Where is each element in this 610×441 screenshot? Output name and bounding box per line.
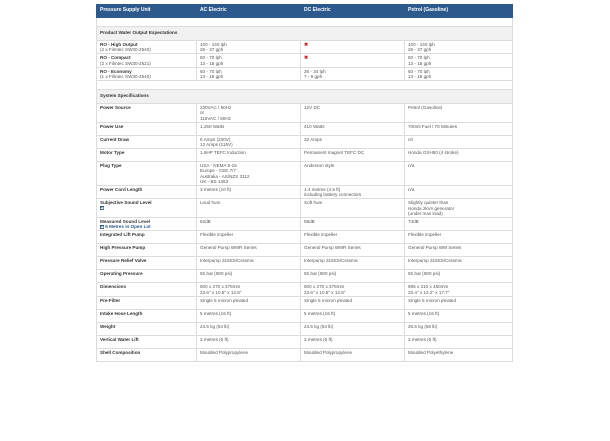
dc-value (301, 283, 405, 296)
ac-value-line: 50 - 70 lph (200, 68, 222, 74)
petrol-value-line: 23.4" x 12.2" x 17.7" (408, 289, 450, 295)
petrol-value (405, 309, 513, 322)
petrol-value-line: 50 - 70 lph (408, 55, 430, 61)
ac-value-line: 600 x 270 x 375mm (200, 284, 241, 290)
ac-value (197, 283, 301, 296)
petrol-value (405, 244, 513, 257)
petrol-value (405, 149, 513, 162)
dc-value-line: 2 metres (6 ft) (304, 336, 333, 342)
row-label-text: Power Use (100, 123, 124, 129)
petrol-value (405, 41, 513, 54)
table-row (97, 54, 513, 67)
row-label-sub: (1 x Filmtec SW30-2540) (100, 74, 151, 80)
row-label-text: Shell Composition (100, 349, 141, 355)
row-label-extra (100, 206, 193, 211)
petrol-value (405, 322, 513, 335)
ac-value-line: 62dB (200, 219, 211, 225)
ac-value-line: General Pump WMR Series (200, 245, 257, 251)
row-label-text: Pre-Filter (100, 297, 121, 303)
ac-value-line: 100 - 140 lph (200, 42, 227, 47)
ac-value-line: Single 5 micron pleated (200, 297, 249, 303)
table-row (97, 186, 513, 199)
dc-value (301, 257, 405, 270)
petrol-value-line: 50 - 70 lph (408, 68, 430, 74)
petrol-value-line: 100 - 140 lph (408, 42, 435, 47)
petrol-value-line: 13 - 18 gph (408, 60, 432, 66)
petrol-value (405, 283, 513, 296)
ac-value (197, 231, 301, 244)
table-row (97, 296, 513, 309)
row-label-text: Measured Sound Level (100, 219, 151, 225)
dc-value-line: 600 x 270 x 375mm (304, 284, 345, 290)
petrol-value (405, 135, 513, 148)
ac-value (197, 322, 301, 335)
petrol-value (405, 162, 513, 186)
table-row (97, 283, 513, 296)
ac-value-line: 13 - 18 gph (200, 60, 224, 66)
ac-value-line: 13 - 18 gph (200, 74, 224, 80)
petrol-value-line: Interpump 316SS/Ceramic (408, 258, 463, 264)
petrol-value-line: Petrol (Gasoline) (408, 105, 443, 111)
row-label-text: Operating Pressure (100, 271, 143, 277)
row-label (97, 257, 197, 270)
ac-value (197, 218, 301, 231)
dc-value (301, 270, 405, 283)
row-label (97, 244, 197, 257)
ac-value (197, 54, 301, 67)
dc-value-line: 55 bar (800 psi) (304, 271, 337, 277)
petrol-value-line: 595 x 310 x 450mm (408, 284, 449, 290)
dc-value (301, 218, 405, 231)
cross-icon: ✖ (304, 55, 309, 62)
petrol-value-line: 13 - 18 gph (408, 74, 432, 80)
dc-value-line: 26 - 34 lph (304, 68, 326, 74)
row-label-text: Weight (100, 323, 116, 329)
row-label-text: Plug Type (100, 163, 122, 169)
dc-value-line: 7 - 9 gph (304, 74, 323, 80)
dc-value-line: Anderson style (304, 163, 335, 169)
ac-value-line: 24.5 kg (54 lb) (200, 323, 230, 329)
table-row (97, 348, 513, 361)
petrol-value (405, 296, 513, 309)
petrol-value (405, 186, 513, 199)
petrol-value-line: 26.5 kg (58 lb) (408, 323, 438, 329)
dc-value (301, 335, 405, 348)
petrol-value-line: Moulded Polyethylene (408, 349, 454, 355)
row-label (97, 296, 197, 309)
table-row (97, 218, 513, 231)
row-label-text: Subjective Sound Level (100, 200, 152, 206)
row-label (97, 54, 197, 67)
petrol-value (405, 67, 513, 80)
dc-value (301, 231, 405, 244)
dc-value-line: 410 Watts (304, 123, 325, 129)
ac-value-line: 55 bar (800 psi) (200, 271, 233, 277)
ac-value-line: 2 metres (6 ft) (200, 336, 229, 342)
table-row (97, 162, 513, 186)
petrol-value-line: Flexible impeller (408, 232, 442, 238)
dc-value (301, 322, 405, 335)
dc-value-line: 12V DC (304, 105, 321, 111)
ac-value-line: USA - NEMA 5-15 (200, 163, 237, 169)
table-row (97, 322, 513, 335)
dc-value (301, 41, 405, 54)
ac-value (197, 186, 301, 199)
table-row (97, 199, 513, 218)
ac-value-line: Flexible impeller (200, 232, 234, 238)
header-dc: DC Electric (301, 5, 405, 18)
dc-value-line: Interpump 316SS/Ceramic (304, 258, 359, 264)
sound-icon[interactable]: ◀) (100, 225, 104, 230)
table-row (97, 257, 513, 270)
dc-value (301, 348, 405, 361)
row-label-text: RO - Economy (100, 68, 132, 74)
ac-value-line: Interpump 316SS/Ceramic (200, 258, 255, 264)
ac-value-line: 12 Amps (115V) (200, 142, 233, 148)
petrol-value-line: Honda 2kVA generator (408, 205, 455, 211)
row-label (97, 270, 197, 283)
table-row (97, 67, 513, 80)
row-label-text: Current Draw (100, 136, 130, 142)
petrol-value-line: nil (408, 136, 413, 142)
row-label (97, 231, 197, 244)
ac-value (197, 257, 301, 270)
dc-value-line: 1.4 metres (4.5 ft) (304, 187, 341, 193)
petrol-value-line: 700ml Fuel / 70 Minutes (408, 123, 458, 129)
row-label-text: Power Source (100, 105, 131, 111)
petrol-value-line: 73dB (408, 219, 419, 225)
section-title: Product Water Output Expectations (97, 27, 513, 41)
spec-table (96, 4, 513, 362)
petrol-value-line: 26 - 37 gph (408, 47, 432, 53)
header-psu: Pressure Supply Unit (97, 5, 197, 18)
petrol-value (405, 218, 513, 231)
section-row (97, 27, 513, 41)
row-label (97, 186, 197, 199)
ac-value-line: or (200, 110, 205, 116)
ac-value (197, 122, 301, 135)
row-label-sub: (2 x Filmtec SW30-2521) (100, 60, 151, 66)
petrol-value-line: 2 metres (6 ft) (408, 336, 437, 342)
header-petrol: Petrol (Gasoline) (405, 5, 513, 18)
table-row (97, 309, 513, 322)
ac-value (197, 41, 301, 54)
dc-value (301, 54, 405, 67)
header-row (97, 5, 513, 18)
table-row (97, 244, 513, 257)
table-row (97, 149, 513, 162)
dc-value-line: 24.5 kg (54 lb) (304, 323, 334, 329)
row-label-text: Intake Hose Length (100, 310, 143, 316)
ac-value-line: Europe - CEE 7/7 (200, 168, 237, 174)
row-label (97, 122, 197, 135)
petrol-value-line: n/a (408, 187, 415, 193)
row-label-text: High Pressure Pump (100, 245, 146, 251)
petrol-value-line: n/a (408, 163, 415, 169)
ac-value-line: 5 metres (16 ft) (200, 310, 232, 316)
dc-value-line: 58dB (304, 219, 315, 225)
ac-value (197, 104, 301, 123)
section-title: System Specifications (97, 90, 513, 104)
ac-value-line: Moulded Polypropylene (200, 349, 249, 355)
dc-value (301, 67, 405, 80)
row-label (97, 135, 197, 148)
row-label (97, 162, 197, 186)
petrol-value-line: 5 metres (16 ft) (408, 310, 440, 316)
sound-distance-link[interactable]: 6 Metres in Open Lot (105, 224, 151, 230)
dc-value (301, 309, 405, 322)
ac-value (197, 199, 301, 218)
row-label-text: Dimensions (100, 284, 127, 290)
table-row (97, 231, 513, 244)
ac-value-line: 3 metres (10 ft) (200, 187, 232, 193)
ac-value (197, 296, 301, 309)
table-row (97, 335, 513, 348)
row-label (97, 335, 197, 348)
dc-value (301, 162, 405, 186)
section-row (97, 90, 513, 104)
header-ac: AC Electric (197, 5, 301, 18)
petrol-value-line: Honda GXH50 (4 stroke) (408, 150, 459, 156)
petrol-value-line: Single 5 micron pleated (408, 297, 457, 303)
petrol-value (405, 199, 513, 218)
dc-value (301, 244, 405, 257)
ac-value (197, 348, 301, 361)
table-row (97, 135, 513, 148)
row-label (97, 104, 197, 123)
row-label-text: RO - High Output (100, 42, 138, 47)
ac-value-line: 1,250 Watts (200, 123, 225, 129)
dc-value-line: 5 metres (16 ft) (304, 310, 336, 316)
cross-icon: ✖ (304, 42, 309, 48)
row-label-extra (100, 224, 193, 229)
dc-value (301, 135, 405, 148)
dc-value (301, 122, 405, 135)
spacer-row (97, 18, 513, 27)
row-label-text: Vertical Water Lift (100, 336, 139, 342)
petrol-value (405, 104, 513, 123)
ac-value-line: 6 Amps (230V) (200, 136, 231, 142)
row-label-text: Pressure Relief Valve (100, 258, 147, 264)
petrol-value (405, 257, 513, 270)
row-label-text: Power Cord Length (100, 187, 143, 193)
table-row (97, 104, 513, 123)
petrol-value-line: (under max load) (408, 210, 443, 216)
dc-value-line: General Pump WMR Series (304, 245, 361, 251)
dc-value (301, 296, 405, 309)
spacer-row (97, 81, 513, 90)
petrol-value (405, 122, 513, 135)
sound-icon[interactable]: ◀) (100, 206, 104, 211)
row-label (97, 149, 197, 162)
ac-value-line: 50 - 70 lph (200, 55, 222, 61)
dc-value-line: Moulded Polypropylene (304, 349, 353, 355)
ac-value-line: 230VAC / 50Hz (200, 105, 232, 111)
row-label (97, 309, 197, 322)
ac-value (197, 149, 301, 162)
ac-value (197, 335, 301, 348)
row-label (97, 283, 197, 296)
petrol-value (405, 270, 513, 283)
ac-value-line: 23.6" x 10.6" x 14.8" (200, 289, 242, 295)
ac-value (197, 244, 301, 257)
dc-value-line: Permanent magnet TEFC DC (304, 150, 365, 156)
dc-value (301, 149, 405, 162)
row-label (97, 41, 197, 54)
petrol-value-line: General Pump WM Series (408, 245, 462, 251)
ac-value-line: 26 - 37 gph (200, 47, 224, 53)
ac-value (197, 270, 301, 283)
dc-value (301, 199, 405, 218)
ac-value-line: 1.5HP TEFC Induction (200, 150, 246, 156)
dc-value (301, 104, 405, 123)
petrol-value (405, 231, 513, 244)
ac-value-line: 115VAC / 60Hz (200, 115, 231, 121)
dc-value-line: 23.6" x 10.6" x 14.8" (304, 289, 346, 295)
dc-value-line: 32 Amps (304, 136, 322, 142)
ac-value (197, 67, 301, 80)
petrol-value-line: Slightly quieter than (408, 200, 449, 206)
row-label (97, 67, 197, 80)
row-label (97, 199, 197, 218)
ac-value-line: UK - BS 1363 (200, 178, 229, 184)
ac-value (197, 135, 301, 148)
petrol-value (405, 335, 513, 348)
ac-value (197, 309, 301, 322)
dc-value-line: Flexible impeller (304, 232, 338, 238)
dc-value (301, 186, 405, 199)
row-label (97, 322, 197, 335)
row-label-sub: (2 x Filmtec SW30-2540) (100, 47, 151, 53)
table-row (97, 41, 513, 54)
spacer-cell (97, 18, 513, 27)
row-label-text: RO - Compact (100, 55, 131, 61)
table-row (97, 270, 513, 283)
row-label-text: Motor Type (100, 150, 125, 156)
petrol-value (405, 348, 513, 361)
row-label-text: Integrated Lift Pump (100, 232, 145, 238)
ac-value-line: Loud hum (200, 200, 221, 206)
petrol-value-line: 55 bar (800 psi) (408, 271, 441, 277)
dc-value-line: Soft hum (304, 200, 323, 206)
table-row (97, 122, 513, 135)
row-label (97, 218, 197, 231)
row-label (97, 348, 197, 361)
ac-value-line: Australia - AS/NZS 3112 (200, 173, 250, 179)
petrol-value (405, 54, 513, 67)
ac-value (197, 162, 301, 186)
dc-value-line: Single 5 micron pleated (304, 297, 353, 303)
spacer-cell (97, 81, 513, 90)
dc-value-line: including battery connectors (304, 192, 362, 198)
